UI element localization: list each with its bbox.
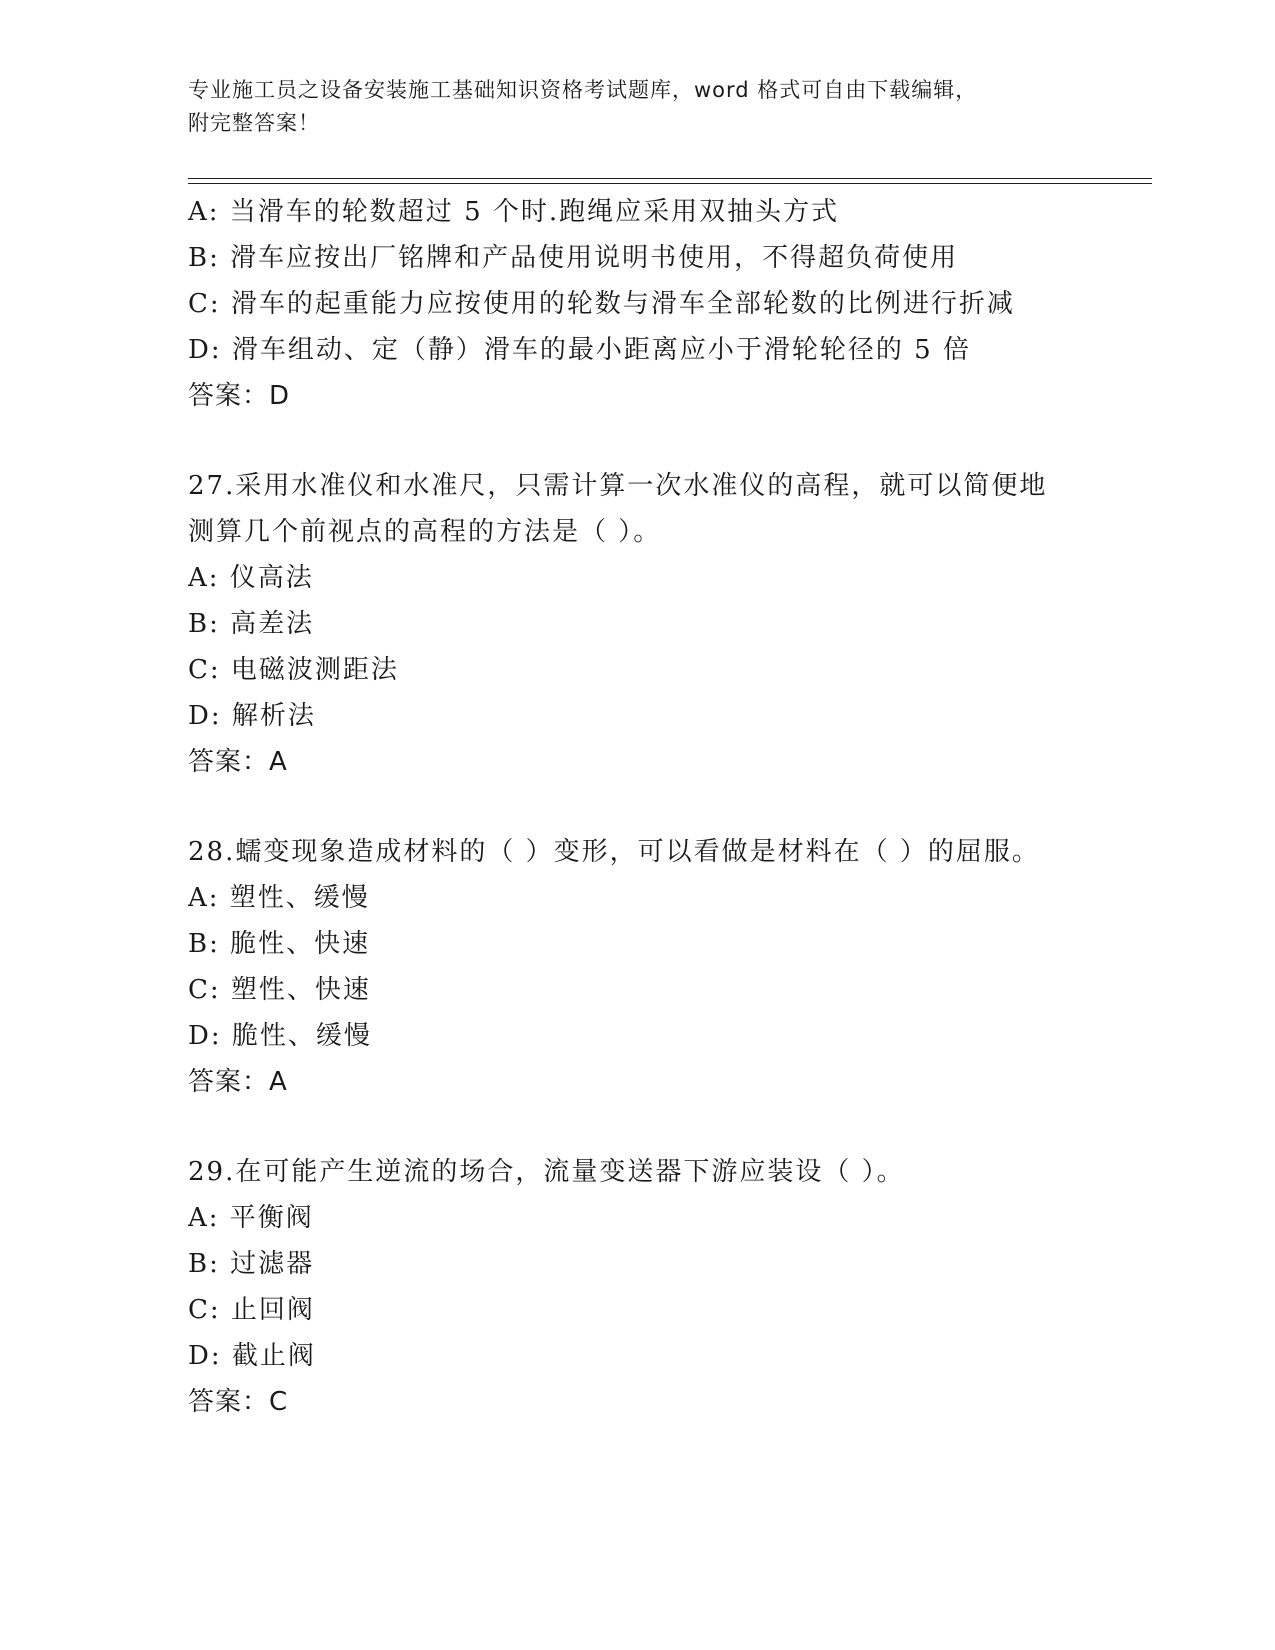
header-line-2: 附完整答案！: [188, 111, 320, 135]
option-a: A: 仪高法: [188, 563, 314, 593]
question-26: [188, 189, 1152, 419]
header-line-1: 专业施工员之设备安装施工基础知识资格考试题库，word 格式可自由下载编辑，: [188, 78, 978, 102]
question-list: [188, 189, 1152, 1425]
option-d: D: 解析法: [188, 701, 316, 731]
page-header: [188, 74, 1088, 140]
option-d: D: 脆性、缓慢: [188, 1021, 372, 1051]
question-29: [188, 1149, 1152, 1425]
option-b: B: 脆性、快速: [188, 929, 371, 959]
spacer: [188, 419, 1152, 463]
option-c: C: 止回阀: [188, 1295, 315, 1325]
option-a: A: 平衡阀: [188, 1203, 314, 1233]
question-27: [188, 463, 1152, 785]
answer: 答案：D: [188, 381, 291, 411]
answer: 答案：A: [188, 747, 288, 777]
option-b: B: 滑车应按出厂铭牌和产品使用说明书使用，不得超负荷使用: [188, 243, 959, 273]
option-c: C: 塑性、快速: [188, 975, 371, 1005]
answer: 答案：C: [188, 1387, 289, 1417]
spacer: [188, 1105, 1152, 1149]
question-28: [188, 829, 1152, 1105]
option-b: B: 过滤器: [188, 1249, 315, 1279]
option-d: D: 截止阀: [188, 1341, 316, 1371]
option-c: C: 电磁波测距法: [188, 655, 399, 685]
header-divider-bottom: [188, 183, 1152, 184]
question-stem-line-2: 测算几个前视点的高程的方法是（ ）。: [188, 517, 662, 547]
option-c: C: 滑车的起重能力应按使用的轮数与滑车全部轮数的比例进行折减: [188, 289, 1015, 319]
option-a: A: 塑性、缓慢: [188, 883, 370, 913]
question-stem-line-1: 29.在可能产生逆流的场合，流量变送器下游应装设（ ）。: [188, 1157, 905, 1187]
option-b: B: 高差法: [188, 609, 315, 639]
header-divider-top: [188, 178, 1152, 179]
spacer: [188, 785, 1152, 829]
answer: 答案：A: [188, 1067, 288, 1097]
question-stem-line-1: 28.蠕变现象造成材料的（ ）变形，可以看做是材料在（ ）的屈服。: [188, 837, 1040, 867]
option-d: D: 滑车组动、定（静）滑车的最小距离应小于滑轮轮径的 5 倍: [188, 335, 971, 365]
option-a: A: 当滑车的轮数超过 5 个时.跑绳应采用双抽头方式: [188, 197, 840, 227]
question-stem-line-1: 27.采用水准仪和水准尺，只需计算一次水准仪的高程，就可以简便地: [188, 471, 1048, 501]
